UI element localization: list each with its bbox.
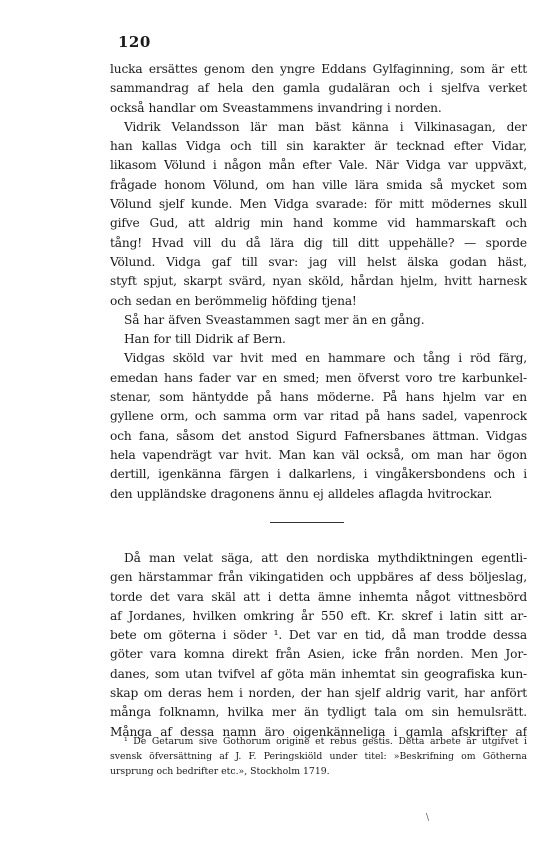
footnote-line: ¹ De Getarum sive Gothorum origine et rebus gestis. Detta arbete är utgifvet i <box>124 736 527 747</box>
text-line: tång! Hvad vill du då lära dig till ditt uppehälle? — sporde <box>110 235 527 250</box>
text-line: dertill, igenkänna färgen i dalkarlens, i vingåkersbondens och i <box>110 467 527 482</box>
text-line: likasom Völund i någon mån efter Vale. När Vidga var uppväxt, <box>110 158 527 173</box>
text-line: emedan hans fader var en smed; men öfverst voro tre karbunkel- <box>110 370 527 385</box>
text-line: Han for till Didrik af Bern. <box>124 332 286 347</box>
text-line: och sedan en berömmelig höfding tjena! <box>110 293 357 308</box>
footnotes <box>110 734 527 779</box>
text-line: Många af dessa namn äro oigenkänneliga i gamla afskrifter af <box>110 724 527 739</box>
body-text-section-2 <box>110 549 527 742</box>
text-line: skap om deras hem i norden, der han sjelf aldrig varit, har anfört <box>110 686 527 701</box>
text-line: Då man velat säga, att den nordiska mythdiktningen egentli- <box>124 551 527 565</box>
text-line: af Jordanes, hvilken omkring år 550 eft. Kr. skref i latin sitt ar- <box>110 608 527 623</box>
text-line: sammandrag af hela den gamla gudaläran och i sjelfva verket <box>110 81 527 96</box>
text-line: den uppländske dragonens ännu ej alldeles aflagda hvitrockar. <box>110 486 493 501</box>
text-line: danes, som utan tvifvel af göta män inhemtat sin geografiska kun- <box>110 666 527 681</box>
page-number: 120 <box>118 33 151 51</box>
text-line: många folknamn, hvilka mer än tydligt tala om sin hemulsrätt. <box>110 705 527 720</box>
text-line: frågade honom Völund, om han ville lära smida så mycket som <box>110 177 527 192</box>
text-line: Völund. Vidga gaf till svar: jag vill helst älska godan häst, <box>110 254 527 269</box>
footnote-line: svensk öfversättning af J. F. Peringskiöld under titel: »Beskrifning om Götherna <box>110 751 527 762</box>
text-line: gyllene orm, och samma orm var ritad på hans sadel, vapenrock <box>110 409 527 424</box>
section-separator <box>270 522 344 523</box>
body-text-section-1 <box>110 60 527 504</box>
text-line: göter vara komna direkt från Asien, icke från norden. Men Jor- <box>110 647 527 662</box>
text-line: styft spjut, skarpt svärd, nyan sköld, hårdan hjelm, hvitt harnesk <box>110 274 527 289</box>
text-line: Völund sjelf kunde. Men Vidga svarade: för mitt mödernes skull <box>110 197 527 212</box>
stray-ink-mark: \ <box>426 813 430 823</box>
text-line: han kallas Vidga och till sin karakter är tecknad efter Vidar, <box>110 139 527 154</box>
text-line: Så har äfven Sveastammen sagt mer än en gång. <box>124 312 425 327</box>
text-line: stenar, som häntydde på hans möderne. På hans hjelm var en <box>110 390 527 405</box>
text-line: gifve Gud, att aldrig min hand komme vid hammarskaft och <box>110 216 527 231</box>
text-line: också handlar om Sveastammens invandring i norden. <box>110 100 442 115</box>
text-line: hela vapendrägt var hvit. Man kan väl också, om man har ögon <box>110 447 527 462</box>
text-line: gen härstammar från vikingatiden och uppbäres af dess böljeslag, <box>110 570 527 585</box>
text-line: bete om göterna i söder ¹. Det var en tid, då man trodde dessa <box>110 628 527 643</box>
text-line: Vidrik Velandsson lär man bäst känna i Vilkinasagan, der <box>124 119 527 134</box>
footnote-line: ursprung och bedrifter etc.», Stockholm 1719. <box>110 766 330 777</box>
text-line: och fana, såsom det anstod Sigurd Fafnersbanes ättman. Vidgas <box>110 428 527 443</box>
text-line: lucka ersättes genom den yngre Eddans Gylfaginning, som är ett <box>110 62 527 76</box>
text-line: torde det vara skäl att i detta ämne inhemta något vittnesbörd <box>110 589 527 604</box>
text-line: Vidgas sköld var hvit med en hammare och tång i röd färg, <box>124 351 527 366</box>
